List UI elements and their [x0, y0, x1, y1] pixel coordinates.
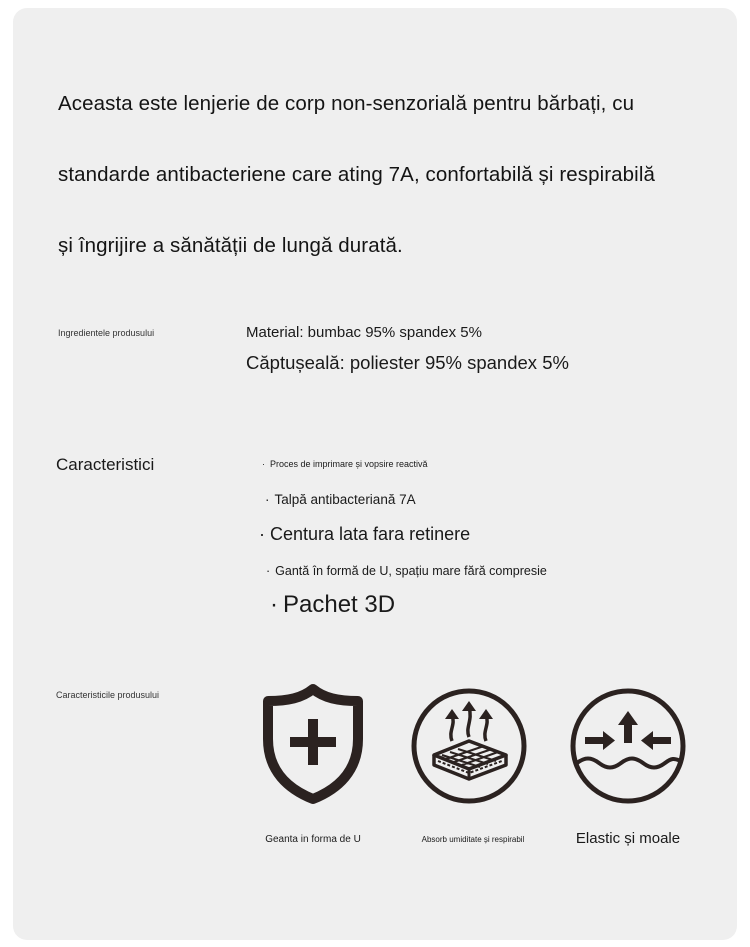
bullet-dot: ·: [265, 492, 270, 507]
bullet-text: Gantă în formă de U, spațiu mare fără compresie: [275, 564, 547, 578]
intro-line-1: Aceasta este lenjerie de corp non-senzorială pentru bărbați, cu: [58, 92, 635, 115]
bullet-text: Centura lata fara retinere: [270, 524, 471, 544]
elastic-wave-icon: [569, 687, 687, 805]
feature-caption-1: Geanta in forma de U: [265, 834, 361, 845]
bullet-text: Proces de imprimare și vopsire reactivă: [270, 459, 428, 469]
ingredients-lining: Căptușeală: poliester 95% spandex 5%: [246, 352, 569, 373]
shield-plus-icon: [262, 683, 364, 805]
intro-line-2: standarde antibacteriene care ating 7A, confortabilă și respirabilă: [58, 163, 655, 186]
characteristics-title: Caracteristici: [56, 455, 155, 474]
ingredients-label: Ingredientele produsului: [58, 328, 155, 338]
characteristics-bullet-2: [265, 492, 416, 507]
intro-line-3: și îngrijire a sănătății de lungă durată.: [58, 234, 403, 257]
bullet-dot: ·: [266, 564, 271, 578]
characteristics-bullet-4: [266, 564, 547, 578]
feature-caption-2: Absorb umiditate și respirabil: [421, 835, 525, 844]
characteristics-bullet-5: [270, 591, 395, 619]
bullet-dot: ·: [262, 459, 265, 469]
bullet-text: Talpă antibacteriană 7A: [274, 492, 416, 507]
bullet-dot: ·: [259, 524, 265, 544]
feature-caption-3: Elastic și moale: [575, 830, 681, 847]
bullet-text: Pachet 3D: [283, 591, 396, 618]
characteristics-bullet-1: [262, 459, 428, 469]
characteristics-bullet-3: [259, 524, 470, 545]
ingredients-material: Material: bumbac 95% spandex 5%: [246, 324, 482, 341]
product-features-label: Caracteristicile produsului: [56, 690, 160, 700]
bullet-dot: ·: [270, 591, 278, 618]
intro-paragraph: [58, 68, 728, 281]
breathable-fabric-icon: [410, 687, 528, 805]
